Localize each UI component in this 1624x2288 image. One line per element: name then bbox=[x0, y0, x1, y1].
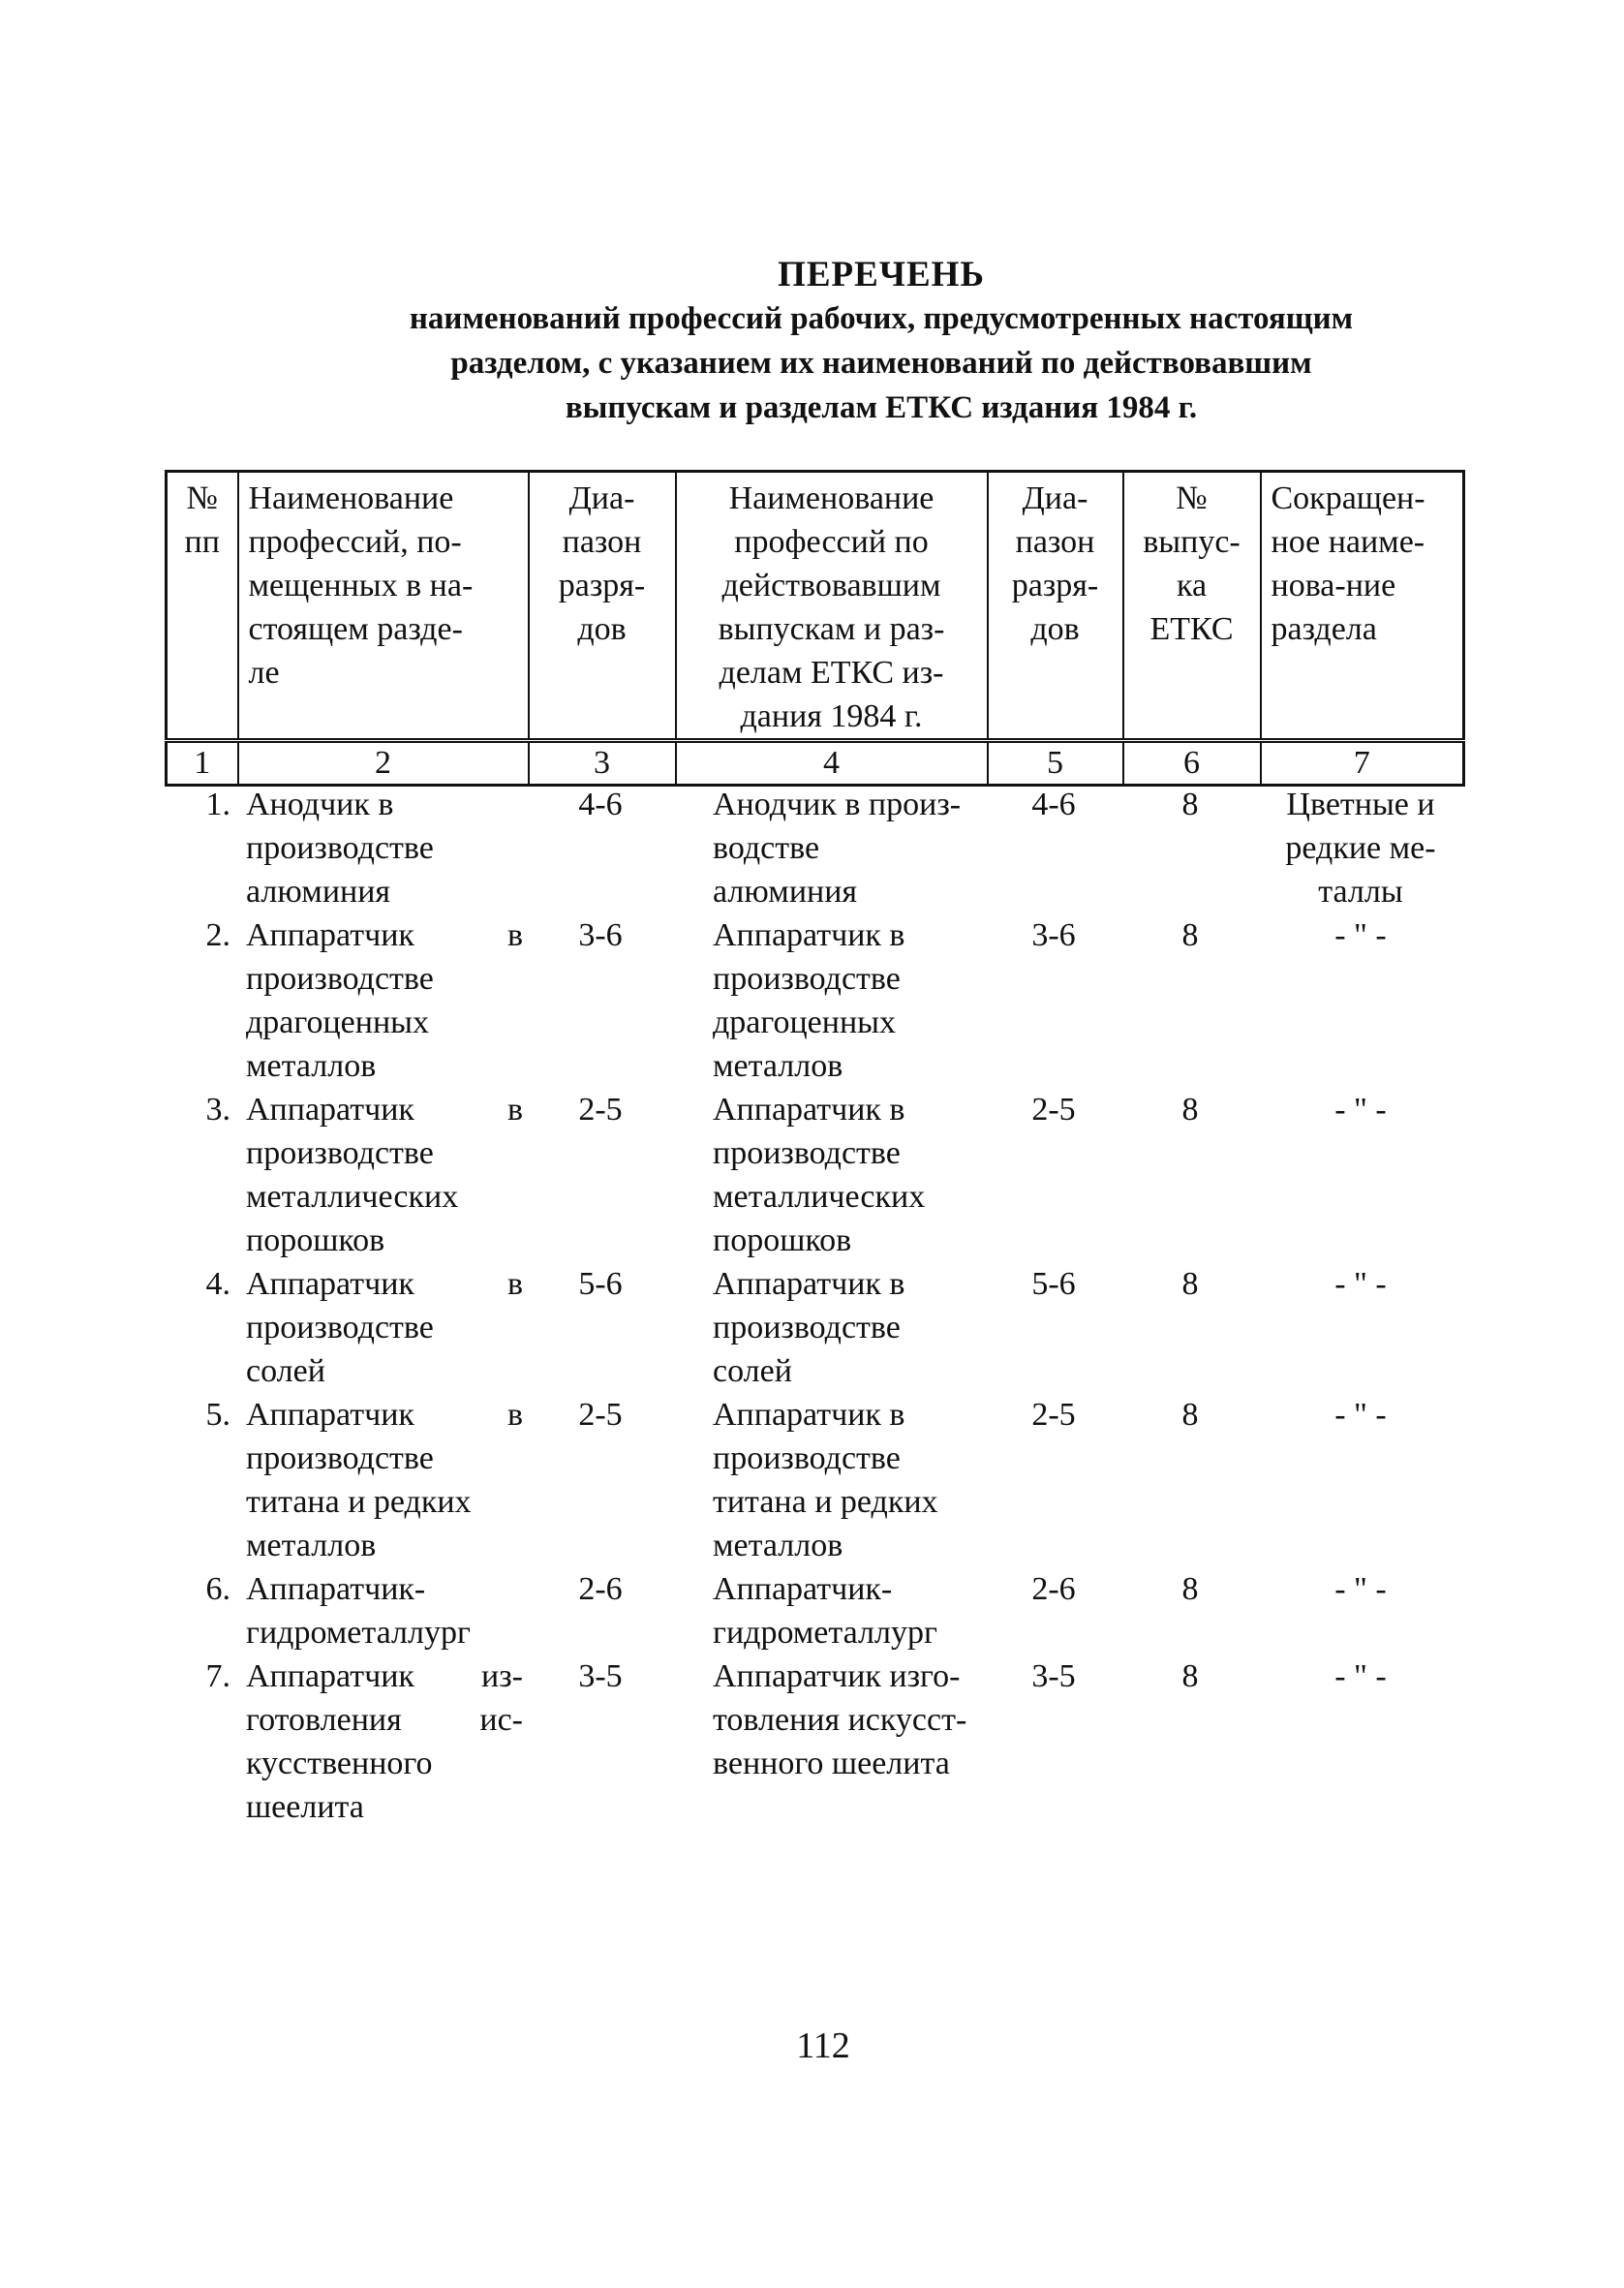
former-profession-name bbox=[674, 1567, 986, 1654]
etks-issue: 8 bbox=[1181, 1266, 1199, 1302]
page-number: 112 bbox=[796, 2025, 850, 2066]
word: металлов bbox=[246, 1528, 377, 1563]
header-text: ЕТКС bbox=[1149, 611, 1234, 647]
table-row bbox=[165, 783, 1462, 913]
former-name-line: солей bbox=[713, 1353, 792, 1389]
profession-name-line bbox=[246, 1785, 523, 1829]
header-text: пазон bbox=[1015, 524, 1095, 560]
grade-range: 3-6 bbox=[578, 917, 623, 953]
section-line: таллы bbox=[1318, 874, 1403, 910]
subtitle-line: наименований профессий рабочих, предусмотренных настоящим bbox=[409, 301, 1354, 336]
former-name-line: производстве bbox=[713, 1135, 901, 1171]
word: производстве bbox=[246, 1310, 434, 1345]
header-text: пазон bbox=[562, 524, 642, 560]
profession-name-line bbox=[246, 1698, 523, 1742]
section-name bbox=[1259, 913, 1462, 1088]
former-name-line: Аппаратчик в bbox=[713, 917, 905, 953]
word: готовления bbox=[246, 1702, 402, 1738]
header-text: стоящем разде- bbox=[248, 611, 463, 647]
profession-name bbox=[236, 1567, 527, 1654]
header-text: № bbox=[186, 480, 218, 516]
column-number-row bbox=[167, 741, 1464, 786]
profession-name-line bbox=[246, 1611, 523, 1654]
column-number: 2 bbox=[238, 741, 529, 786]
former-profession-name bbox=[674, 1088, 986, 1262]
row-number: 4. bbox=[205, 1266, 230, 1302]
former-profession-name bbox=[674, 1393, 986, 1567]
section-name bbox=[1259, 783, 1462, 913]
profession-name-line bbox=[246, 1349, 523, 1393]
table-row bbox=[165, 1088, 1462, 1262]
header-text: Наименование bbox=[248, 480, 454, 516]
profession-name bbox=[236, 1393, 527, 1567]
header-text: дов bbox=[577, 611, 627, 647]
word: из- bbox=[481, 1658, 523, 1694]
former-name-line: производстве bbox=[713, 961, 901, 997]
word: Аппаратчик bbox=[246, 1266, 414, 1302]
subtitle-line: выпускам и разделам ЕТКС издания 1984 г. bbox=[565, 390, 1198, 425]
word: гидрометаллург bbox=[246, 1615, 471, 1651]
word: солей bbox=[246, 1353, 325, 1389]
section-name bbox=[1259, 1393, 1462, 1567]
profession-name-line bbox=[246, 1567, 523, 1611]
column-number: 1 bbox=[167, 741, 238, 786]
grade-range: 2-5 bbox=[578, 1092, 623, 1128]
section-line: - " - bbox=[1334, 1397, 1387, 1433]
profession-name bbox=[236, 783, 527, 913]
column-number: 6 bbox=[1123, 741, 1261, 786]
word: в bbox=[506, 1266, 523, 1302]
word: кусственного bbox=[246, 1746, 433, 1781]
former-grade-range: 5-6 bbox=[1031, 1266, 1076, 1302]
profession-name-line bbox=[246, 1393, 523, 1437]
profession-name bbox=[236, 1088, 527, 1262]
former-name-line: титана и редких bbox=[713, 1484, 938, 1520]
profession-name-line bbox=[246, 1480, 523, 1524]
table-row bbox=[165, 1393, 1462, 1567]
word: в bbox=[506, 917, 523, 953]
header-text: делам ЕТКС из- bbox=[719, 655, 944, 691]
word: Аппаратчик bbox=[246, 1092, 414, 1128]
former-name-line: венного шеелита bbox=[713, 1746, 950, 1781]
former-name-line: Аппаратчик- bbox=[713, 1571, 893, 1607]
former-name-line: металлов bbox=[713, 1528, 843, 1563]
header-text: ное наиме- bbox=[1271, 524, 1425, 560]
profession-name-line bbox=[246, 1437, 523, 1480]
word: титана и редких bbox=[246, 1484, 472, 1520]
row-number: 5. bbox=[205, 1397, 230, 1433]
header-cell bbox=[1261, 472, 1464, 741]
header-row bbox=[167, 472, 1464, 741]
column-number: 7 bbox=[1261, 741, 1464, 786]
word: в bbox=[506, 1397, 523, 1433]
document-title: ПЕРЕЧЕНЬ bbox=[778, 255, 985, 294]
word: производстве bbox=[246, 1135, 434, 1171]
row-number: 1. bbox=[205, 787, 230, 822]
former-grade-range: 2-5 bbox=[1031, 1397, 1076, 1433]
profession-name-line bbox=[246, 1131, 523, 1175]
word: в bbox=[506, 1092, 523, 1128]
header-text: ка bbox=[1176, 568, 1208, 603]
table-row bbox=[165, 913, 1462, 1088]
header-text: выпускам и раз- bbox=[718, 611, 945, 647]
former-name-line: металлов bbox=[713, 1048, 843, 1084]
profession-name-line bbox=[246, 957, 523, 1001]
word: Аппаратчик bbox=[246, 917, 414, 953]
table-row bbox=[165, 1654, 1462, 1829]
header-cell bbox=[238, 472, 529, 741]
former-profession-name bbox=[674, 783, 986, 913]
profession-name-line bbox=[246, 1219, 523, 1262]
section-line: - " - bbox=[1334, 1266, 1387, 1302]
section-name bbox=[1259, 1088, 1462, 1262]
word: производстве bbox=[246, 830, 434, 866]
header-cell bbox=[1123, 472, 1261, 741]
header-text: профессий, по- bbox=[248, 524, 462, 560]
table-row bbox=[165, 1262, 1462, 1393]
section-line: - " - bbox=[1334, 1571, 1387, 1607]
header-text: дов bbox=[1030, 611, 1080, 647]
row-number: 2. bbox=[205, 917, 230, 953]
header-text: Сокращен- bbox=[1271, 480, 1425, 516]
former-grade-range: 4-6 bbox=[1031, 787, 1076, 822]
header-cell bbox=[167, 472, 238, 741]
etks-issue: 8 bbox=[1181, 787, 1199, 822]
former-name-line: гидрометаллург bbox=[713, 1615, 937, 1651]
header-text: раздела bbox=[1271, 611, 1377, 647]
grade-range: 3-5 bbox=[578, 1658, 623, 1694]
header-text: дания 1984 г. bbox=[740, 698, 923, 734]
word: Аппаратчик bbox=[246, 1397, 414, 1433]
former-name-line: Аппаратчик в bbox=[713, 1266, 905, 1302]
table-row bbox=[165, 1567, 1462, 1654]
former-profession-name bbox=[674, 1654, 986, 1829]
row-number: 7. bbox=[205, 1658, 230, 1694]
word: порошков bbox=[246, 1222, 385, 1258]
former-grade-range: 2-6 bbox=[1031, 1571, 1076, 1607]
header-text: Наименование bbox=[728, 480, 935, 516]
grade-range: 2-6 bbox=[578, 1571, 623, 1607]
word: алюминия bbox=[246, 874, 391, 910]
former-name-line: Анодчик в произ- bbox=[713, 787, 962, 822]
header-text: разря- bbox=[558, 568, 646, 603]
word: Аппаратчик bbox=[246, 1658, 414, 1694]
word: производстве bbox=[246, 1440, 434, 1476]
professions-table bbox=[165, 783, 1462, 1829]
former-name-line: порошков bbox=[713, 1222, 852, 1258]
header-text: действовавшим bbox=[721, 568, 941, 603]
profession-name-line bbox=[246, 826, 523, 870]
row-number: 6. bbox=[205, 1571, 230, 1607]
row-number: 3. bbox=[205, 1092, 230, 1128]
grade-range: 4-6 bbox=[578, 787, 623, 822]
section-name bbox=[1259, 1567, 1462, 1654]
profession-name-line bbox=[246, 1524, 523, 1567]
etks-issue: 8 bbox=[1181, 1397, 1199, 1433]
header-text: ле bbox=[248, 655, 280, 691]
header-text: профессий по bbox=[734, 524, 929, 560]
former-name-line: Аппаратчик изго- bbox=[713, 1658, 961, 1694]
word: производстве bbox=[246, 961, 434, 997]
column-number: 4 bbox=[676, 741, 988, 786]
word: металлов bbox=[246, 1048, 377, 1084]
header-cell bbox=[676, 472, 988, 741]
etks-issue: 8 bbox=[1181, 1092, 1199, 1128]
former-name-line: Аппаратчик в bbox=[713, 1092, 905, 1128]
former-grade-range: 3-6 bbox=[1031, 917, 1076, 953]
profession-name-line bbox=[246, 1001, 523, 1044]
former-name-line: алюминия bbox=[713, 874, 858, 910]
grade-range: 5-6 bbox=[578, 1266, 623, 1302]
word: ис- bbox=[479, 1702, 523, 1738]
header-text: мещенных в на- bbox=[248, 568, 474, 603]
former-name-line: товления искусст- bbox=[713, 1702, 967, 1738]
former-name-line: драгоценных bbox=[713, 1005, 897, 1040]
grade-range: 2-5 bbox=[578, 1397, 623, 1433]
section-name bbox=[1259, 1262, 1462, 1393]
word: Аппаратчик- bbox=[246, 1571, 426, 1607]
profession-name-line bbox=[246, 783, 523, 826]
header-text: разря- bbox=[1011, 568, 1099, 603]
profession-name bbox=[236, 913, 527, 1088]
profession-name bbox=[236, 1654, 527, 1829]
former-grade-range: 2-5 bbox=[1031, 1092, 1076, 1128]
section-line: - " - bbox=[1334, 1092, 1387, 1128]
profession-name-line bbox=[246, 1088, 523, 1131]
profession-name-line bbox=[246, 1262, 523, 1306]
header-text: пп bbox=[184, 524, 220, 560]
etks-issue: 8 bbox=[1181, 917, 1199, 953]
word: металлических bbox=[246, 1179, 459, 1215]
profession-name bbox=[236, 1262, 527, 1393]
section-line: Цветные и bbox=[1286, 787, 1435, 822]
section-line: - " - bbox=[1334, 917, 1387, 953]
table-header bbox=[165, 470, 1465, 787]
profession-name-line bbox=[246, 1654, 523, 1698]
former-profession-name bbox=[674, 913, 986, 1088]
former-name-line: Аппаратчик в bbox=[713, 1397, 905, 1433]
former-profession-name bbox=[674, 1262, 986, 1393]
section-line: редкие ме- bbox=[1285, 830, 1436, 866]
profession-name-line bbox=[246, 1044, 523, 1088]
header-text: Диа- bbox=[1022, 480, 1088, 516]
former-grade-range: 3-5 bbox=[1031, 1658, 1076, 1694]
header-cell bbox=[529, 472, 676, 741]
subtitle-line: разделом, с указанием их наименований по действовавшим bbox=[450, 346, 1312, 381]
column-number: 5 bbox=[988, 741, 1123, 786]
header-text: выпус- bbox=[1143, 524, 1241, 560]
profession-name-line bbox=[246, 913, 523, 957]
header-cell bbox=[988, 472, 1123, 741]
document-heading bbox=[291, 254, 1472, 430]
section-name bbox=[1259, 1654, 1462, 1829]
header-text: № bbox=[1176, 480, 1208, 516]
former-name-line: производстве bbox=[713, 1310, 901, 1345]
etks-issue: 8 bbox=[1181, 1658, 1199, 1694]
profession-name-line bbox=[246, 1175, 523, 1219]
header-text: Диа- bbox=[568, 480, 635, 516]
profession-name-line bbox=[246, 1306, 523, 1349]
etks-issue: 8 bbox=[1181, 1571, 1199, 1607]
word: шеелита bbox=[246, 1789, 364, 1825]
profession-name-line bbox=[246, 870, 523, 913]
former-name-line: производстве bbox=[713, 1440, 901, 1476]
former-name-line: металлических bbox=[713, 1179, 926, 1215]
word: Анодчик в bbox=[246, 787, 394, 822]
column-number: 3 bbox=[529, 741, 676, 786]
header-text: нова-ние bbox=[1271, 568, 1396, 603]
profession-name-line bbox=[246, 1742, 523, 1785]
word: драгоценных bbox=[246, 1005, 430, 1040]
former-name-line: водстве bbox=[713, 830, 820, 866]
section-line: - " - bbox=[1334, 1658, 1387, 1694]
